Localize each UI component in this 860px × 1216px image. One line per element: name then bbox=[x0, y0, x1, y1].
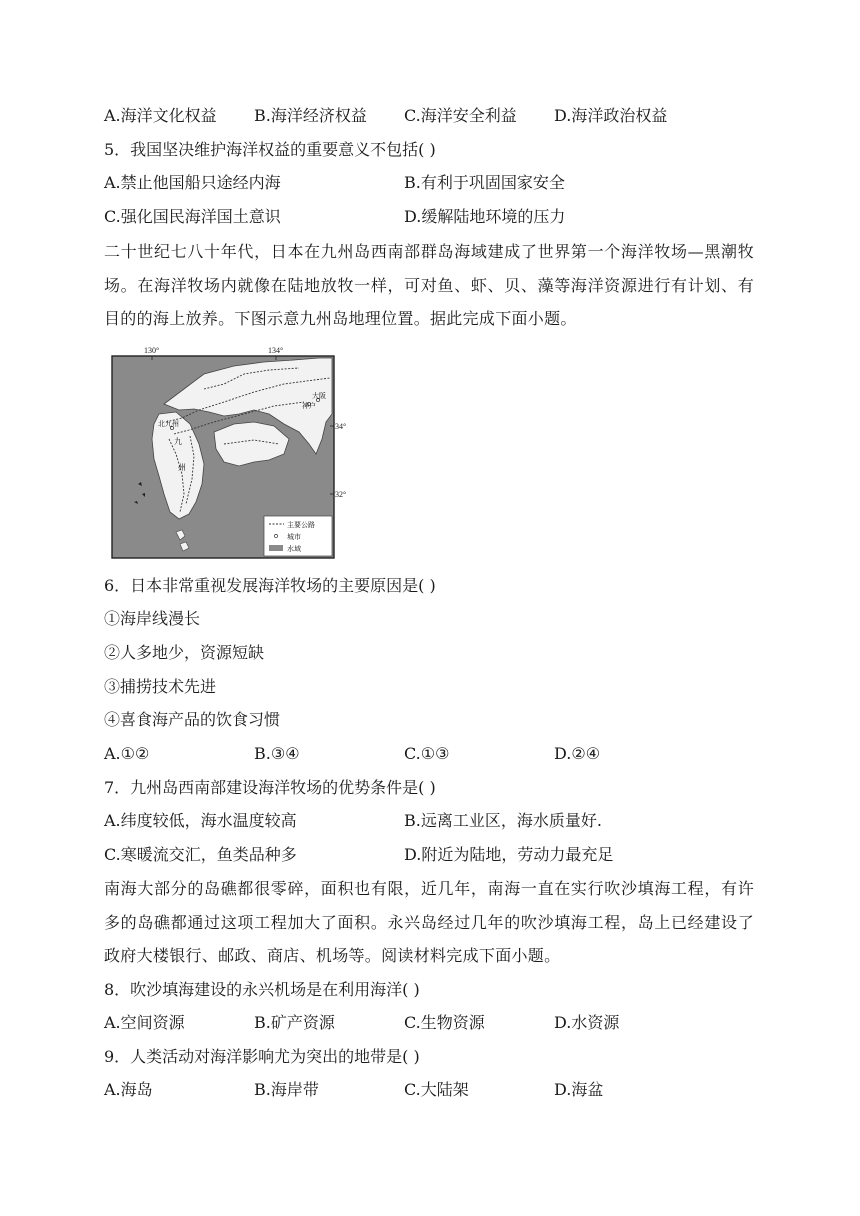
label-kobe: 神户 bbox=[302, 402, 316, 410]
q9-option-c: C.大陆架 bbox=[404, 1080, 469, 1099]
q6-stem: 6．日本非常重视发展海洋牧场的主要原因是( ) bbox=[104, 576, 436, 595]
q7-option-c: C.寒暖流交汇，鱼类品种多 bbox=[104, 845, 297, 864]
legend-road: 主要公路 bbox=[287, 521, 315, 529]
lat-label-34: 34° bbox=[335, 422, 347, 431]
q8-option-a: A.空间资源 bbox=[104, 1013, 185, 1032]
q9-option-a: A.海岛 bbox=[104, 1080, 153, 1099]
q5-option-b: B.有利于巩固国家安全 bbox=[404, 173, 565, 192]
passage-kyushu: 二十世纪七八十年代，日本在九州岛西南部群岛海域建成了世界第一个海洋牧场—黑潮牧场。在海洋牧场内就像在陆地放牧一样，可对鱼、虾、贝、藻等海洋资源进行有计划、有目的的海上放养。下图示意九州岛地理位置。据此完成下面小题。 bbox=[104, 242, 754, 328]
q6-option-c: C.①③ bbox=[404, 744, 450, 763]
q4-option-c: C.海洋安全利益 bbox=[404, 106, 517, 125]
lon-label-130: 130° bbox=[144, 346, 160, 355]
label-kyu: 九 bbox=[174, 437, 182, 446]
q5-stem: 5．我国坚决维护海洋权益的重要意义不包括( ) bbox=[104, 140, 436, 159]
q4-option-b: B.海洋经济权益 bbox=[254, 106, 367, 125]
q5-option-c: C.强化国民海洋国土意识 bbox=[104, 207, 281, 226]
q8-option-b: B.矿产资源 bbox=[254, 1013, 335, 1032]
q6-item-3: ③捕捞技术先进 bbox=[104, 677, 217, 696]
q7-option-a: A.纬度较低，海水温度较高 bbox=[104, 811, 297, 830]
label-osaka: 大阪 bbox=[312, 392, 326, 400]
q7-stem: 7．九州岛西南部建设海洋牧场的优势条件是( ) bbox=[104, 778, 436, 797]
q6-item-1: ①海岸线漫长 bbox=[104, 609, 201, 628]
q9-option-b: B.海岸带 bbox=[254, 1080, 319, 1099]
q9-option-d: D.海盆 bbox=[554, 1080, 604, 1099]
q6-option-d: D.②④ bbox=[554, 744, 601, 763]
lon-label-134: 134° bbox=[268, 346, 284, 355]
q6-option-a: A.①② bbox=[104, 744, 150, 763]
label-kitakyushu: 北九州 bbox=[158, 420, 179, 428]
q7-option-d: D.附近为陆地，劳动力最充足 bbox=[404, 845, 614, 864]
q9-stem: 9．人类活动对海洋影响尤为突出的地带是( ) bbox=[104, 1047, 420, 1066]
q8-stem: 8．吹沙填海建设的永兴机场是在利用海洋( ) bbox=[104, 980, 420, 999]
q6-item-4: ④喜食海产品的饮食习惯 bbox=[104, 710, 281, 729]
q6-item-2: ②人多地少，资源短缺 bbox=[104, 643, 265, 662]
label-shu: 州 bbox=[178, 463, 186, 472]
q4-option-d: D.海洋政治权益 bbox=[554, 106, 668, 125]
lat-label-32: 32° bbox=[335, 490, 347, 499]
passage-south-china-sea: 南海大部分的岛礁都很零碎，面积也有限，近几年，南海一直在实行吹沙填海工程，有许多的岛礁都通过这项工程加大了面积。永兴岛经过几年的吹沙填海工程，岛上已经建设了政府大楼银行、邮政、商店、机场等。阅读材料完成下面小题。 bbox=[104, 879, 754, 965]
q4-option-a: A.海洋文化权益 bbox=[104, 106, 217, 125]
q7-option-b: B.远离工业区，海水质量好. bbox=[404, 811, 602, 830]
map-legend bbox=[264, 516, 332, 556]
q8-option-c: C.生物资源 bbox=[404, 1013, 485, 1032]
q5-option-d: D.缓解陆地环境的压力 bbox=[404, 207, 566, 226]
q5-option-a: A.禁止他国船只途经内海 bbox=[104, 173, 281, 192]
legend-water: 水域 bbox=[287, 545, 301, 553]
q8-option-d: D.水资源 bbox=[554, 1013, 620, 1032]
legend-city: 城市 bbox=[287, 533, 301, 541]
kyushu-map bbox=[104, 344, 352, 564]
q6-option-b: B.③④ bbox=[254, 744, 300, 763]
